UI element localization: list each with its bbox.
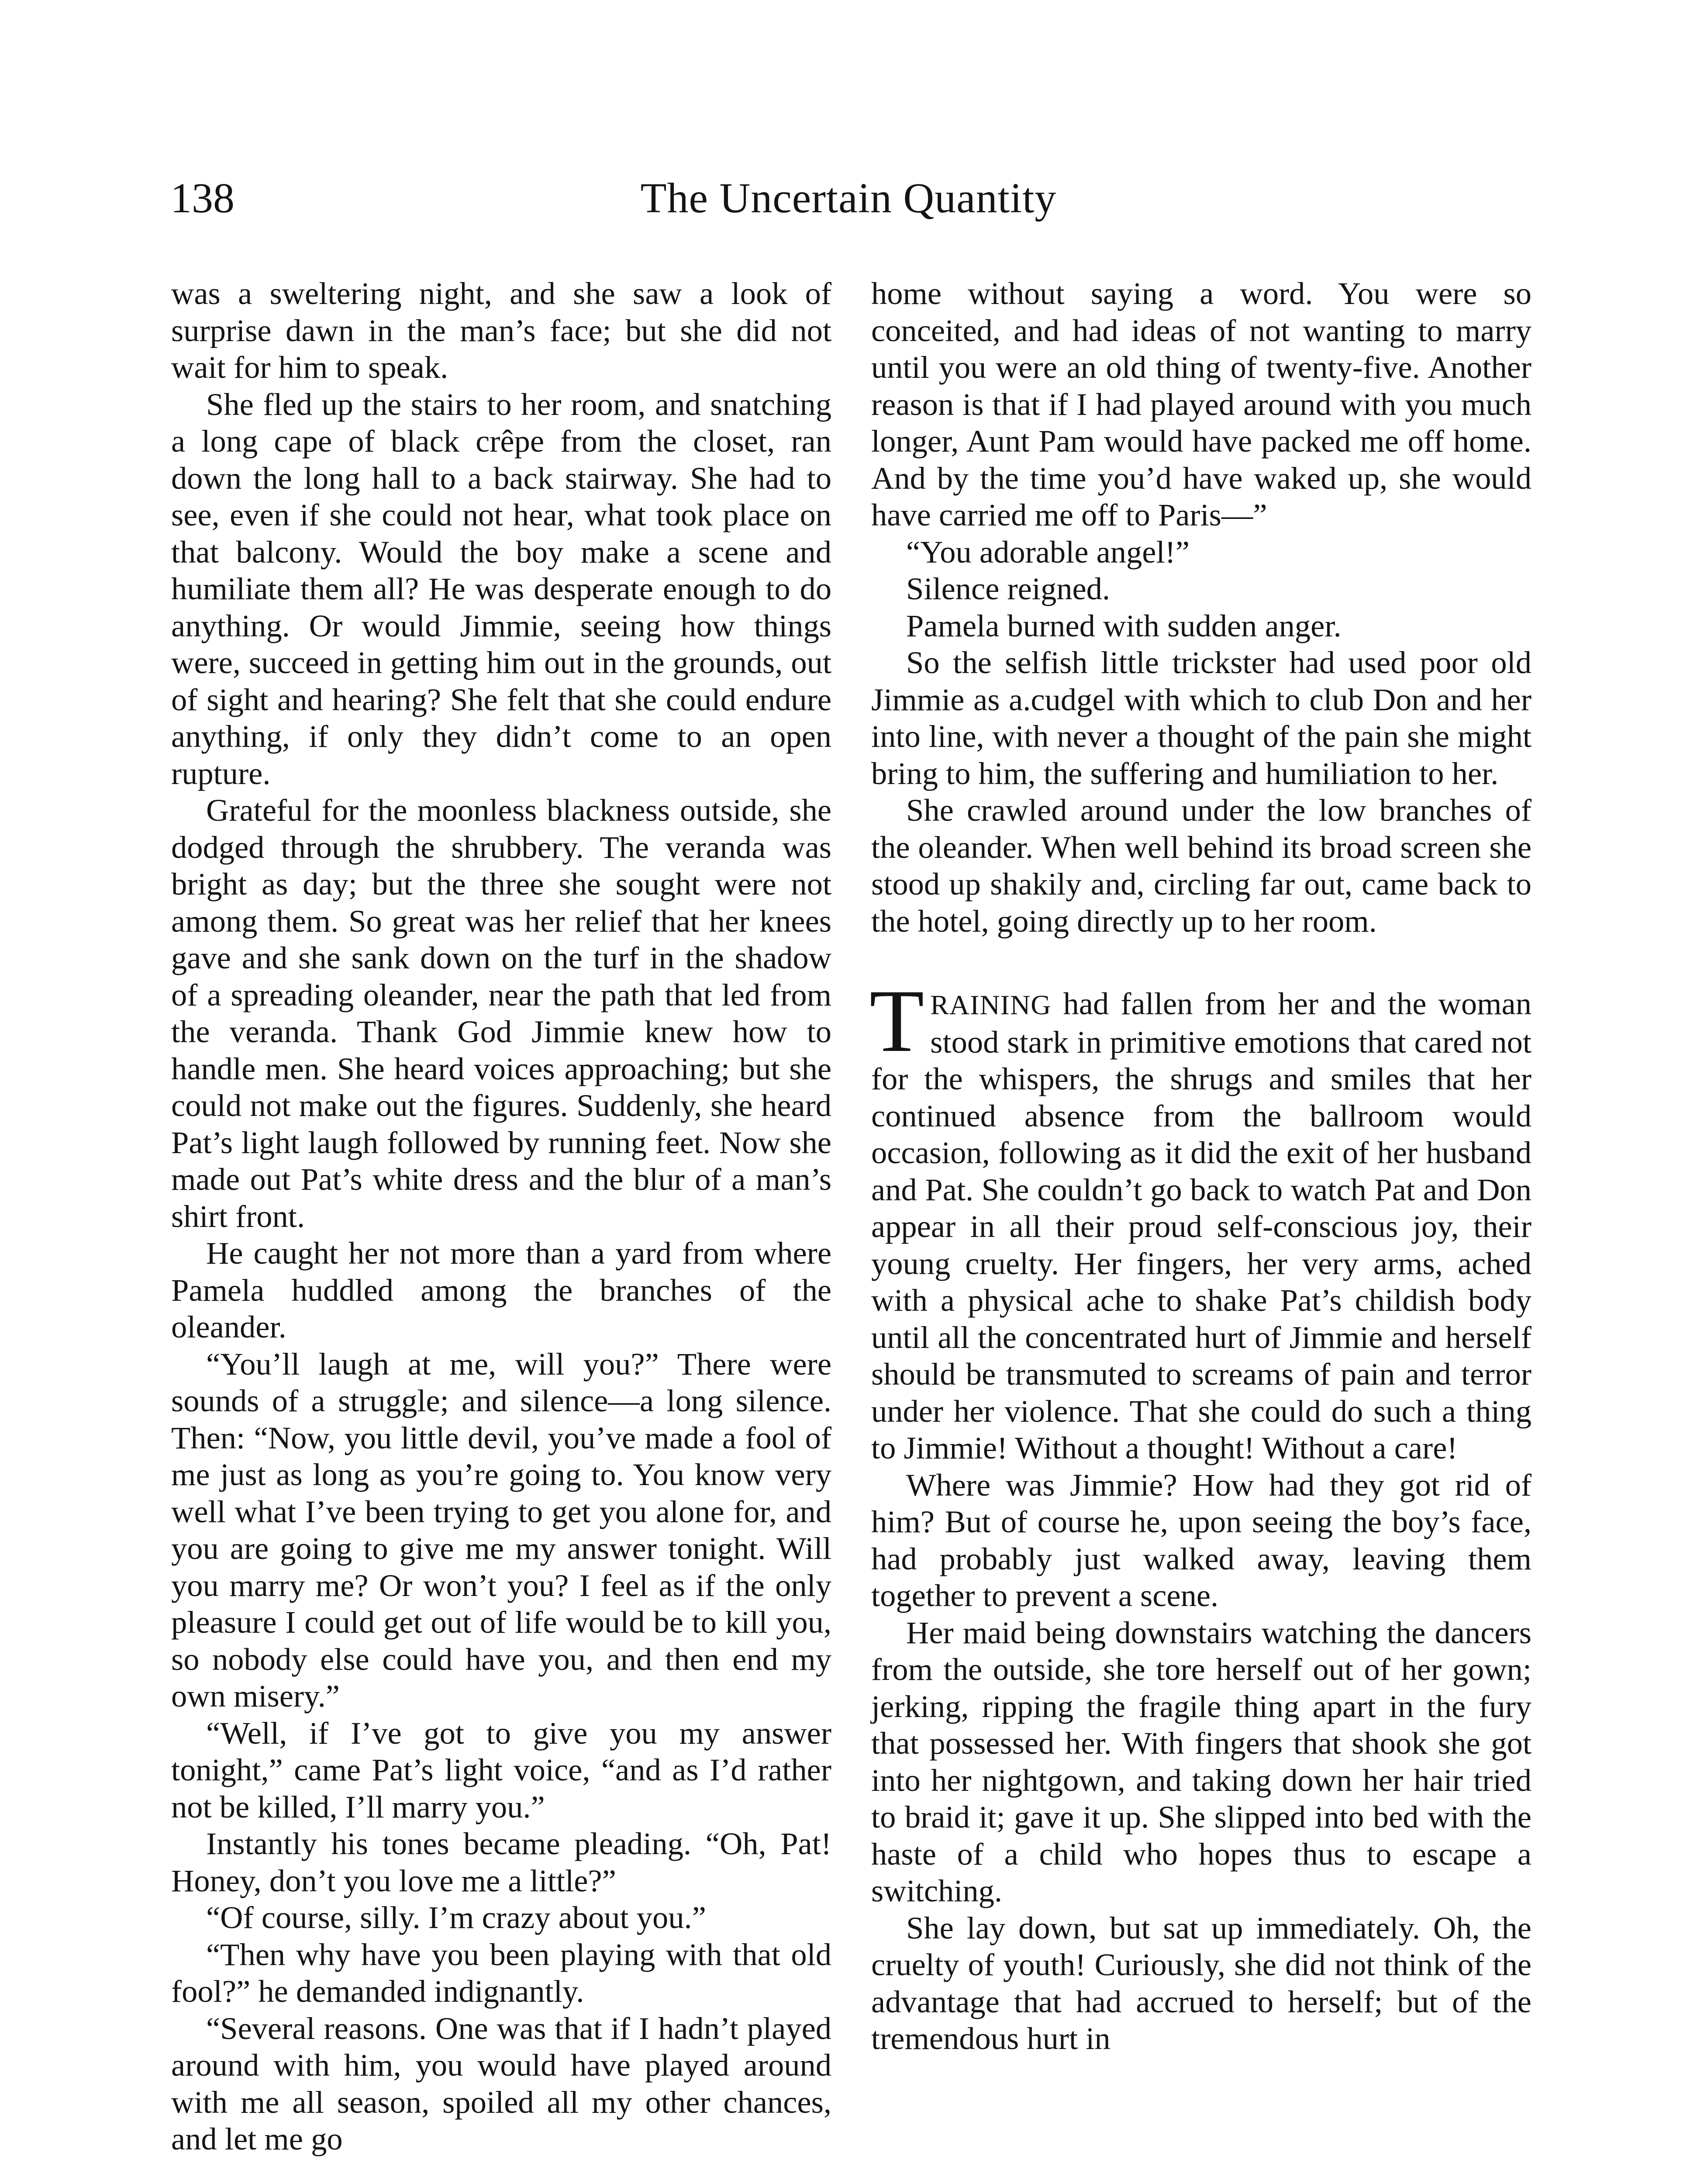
- left-column: [171, 275, 831, 2158]
- paragraph: “Well, if I’ve got to give you my answer tonight,” came Pat’s light voice, “and as I’d rather not be killed, I’ll marry you.”: [171, 1715, 831, 1825]
- paragraph: He caught her not more than a yard from where Pamela huddled among the branches of the oleander.: [171, 1235, 831, 1344]
- paragraph: “Of course, silly. I’m crazy about you.”: [206, 1900, 706, 1935]
- paragraph: Where was Jimmie? How had they got rid of him? But of course he, upon seeing the boy’s face, had probably just walked away, leaving them together to prevent a scene.: [871, 1467, 1531, 1613]
- page-number: 138: [170, 175, 235, 222]
- paragraph: “Several reasons. One was that if I hadn’t played around with him, you would have played around with me all season, spoiled all my other chances, and let me go: [171, 2010, 831, 2156]
- running-title: The Uncertain Quantity: [640, 175, 1057, 222]
- right-column: [871, 275, 1531, 2057]
- paragraph: “You’ll laugh at me, will you?” There were sounds of a struggle; and silence—a long silence. Then: “Now, you little devil, you’ve made a fool of me just as long as you’re going to. You know very well what I’ve been trying to get you alone for, and you are going to give me my answer tonight. Will you marry me? Or won’t you? I feel as if the only pleasure I could get out of life would be to kill you, so nobody else could have you, and then end my own misery.”: [171, 1346, 831, 1714]
- paragraph: home without saying a word. You were so conceited, and had ideas of not wanting to marry until you were an old thing of twenty-five. Another reason is that if I had played around with you much longer, Aunt Pam would have packed me off home. And by the time you’d have waked up, she would have carried me off to Paris—”: [871, 276, 1531, 532]
- paragraph: Silence reigned.: [906, 571, 1111, 606]
- paragraph: Her maid being downstairs watching the dancers from the outside, she tore herself out of her gown; jerking, ripping the fragile thing apart in the fury that possessed her. With fingers that shook she got into her nightgown, and taking down her hair tried to braid it; gave it up. She slipped into bed with the haste of a child who hopes thus to escape a switching.: [871, 1614, 1531, 1908]
- paragraph: Grateful for the moonless blackness outside, she dodged through the shrubbery. The veranda was bright as day; but the three she sought were not among them. So great was her relief that her knees gave and she sank down on the turf in the shadow of a spreading oleander, near the path that led from the veranda. Thank God Jimmie knew how to handle men. She heard voices approaching; but she could not make out the figures. Suddenly, she heard Pat’s light laugh followed by running feet. Now she made out Pat’s white dress and the blur of a man’s shirt front.: [171, 792, 831, 1234]
- paragraph: So the selfish little trickster had used poor old Jimmie as a.cudgel with which to club Don and her into line, with never a thought of the pain she might bring to him, the suffering and humiliation to her.: [871, 645, 1531, 791]
- opening-text: had fallen from her and the woman stood stark in primitive emotions that cared not for the whispers, the shrugs and smiles that her continued absence from the ballroom would occasion, following as it did the exit of her husband and Pat. She couldn’t go back to watch Pat and Don appear in all their proud self-conscious joy, their young cruelty. Her fingers, her very arms, ached with a physical ache to shake Pat’s childish body until all the concentrated hurt of Jimmie and herself should be transmuted to screams of pain and terror under her violence. That she could do such a thing to Jimmie! Without a thought! Without a care!: [871, 986, 1531, 1465]
- paragraph: “Then why have you been playing with that old fool?” he demanded indignantly.: [171, 1936, 831, 2009]
- drop-cap: T: [869, 971, 924, 1071]
- paragraph: She lay down, but sat up immediately. Oh, the cruelty of youth! Curiously, she did not think of the advantage that had accrued to herself; but of the tremendous hurt in: [871, 1910, 1531, 2056]
- smallcaps-lead: RAINING: [930, 989, 1052, 1020]
- paragraph: was a sweltering night, and she saw a look of surprise dawn in the man’s face; but she did not wait for him to speak.: [171, 276, 831, 385]
- paragraph: She crawled around under the low branches of the oleander. When well behind its broad screen she stood up shakily and, circling far out, came back to the hotel, going directly up to her room.: [871, 792, 1531, 939]
- paragraph: “You adorable angel!”: [906, 534, 1190, 570]
- paragraph: Pamela burned with sudden anger.: [906, 608, 1342, 643]
- paragraph: She fled up the stairs to her room, and snatching a long cape of black crêpe from the closet, ran down the long hall to a back stairway. She had to see, even if she could not hear, what took place on that balcony. Would the boy make a scene and humiliate them all? He was desperate enough to do anything. Or would Jimmie, seeing how things were, succeed in getting him out in the grounds, out of sight and hearing? She felt that she could endure anything, if only they didn’t come to an open rupture.: [171, 386, 831, 791]
- paragraph: Instantly his tones became pleading. “Oh, Pat! Honey, don’t you love me a little?”: [171, 1826, 831, 1898]
- section-opening-paragraph: [869, 971, 1531, 1467]
